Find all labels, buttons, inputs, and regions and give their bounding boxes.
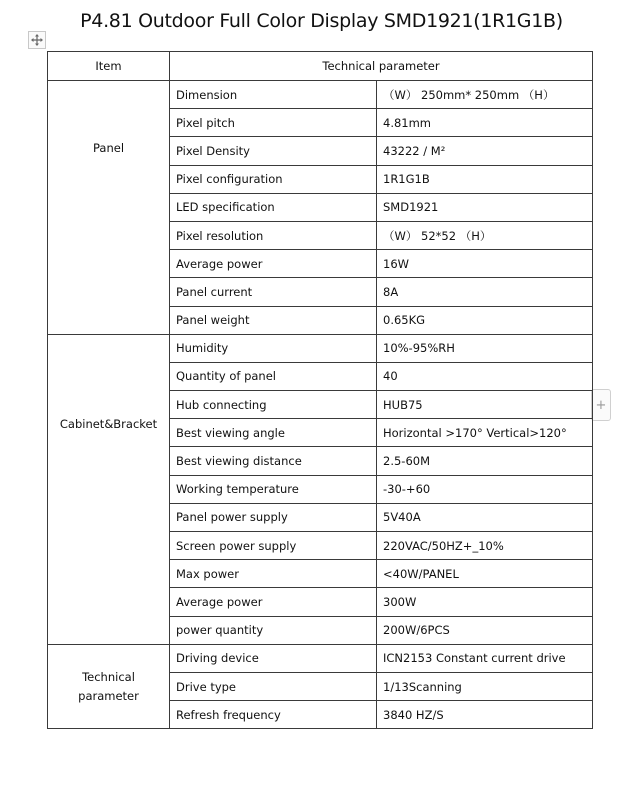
document-title: P4.81 Outdoor Full Color Display SMD1921(1R1G1B)	[80, 10, 563, 32]
param-name: Max power	[170, 560, 377, 588]
param-value: （W） 250mm* 250mm （H）	[377, 81, 593, 109]
param-value: 220VAC/50HZ+_10%	[377, 532, 593, 560]
param-name: Humidity	[170, 334, 377, 362]
param-value: 43222 / M²	[377, 137, 593, 165]
param-name: Best viewing angle	[170, 419, 377, 447]
param-value: 4.81mm	[377, 109, 593, 137]
param-name: Panel weight	[170, 306, 377, 334]
group-technical-line1: Technical	[82, 669, 135, 684]
param-name: LED specification	[170, 193, 377, 221]
param-name: Panel current	[170, 278, 377, 306]
param-value: 8A	[377, 278, 593, 306]
param-value: 2.5-60M	[377, 447, 593, 475]
param-name: Pixel resolution	[170, 221, 377, 249]
param-value: 10%-95%RH	[377, 334, 593, 362]
param-name: Screen power supply	[170, 532, 377, 560]
param-value: （W） 52*52 （H）	[377, 221, 593, 249]
group-panel: Panel	[48, 81, 170, 335]
header-item: Item	[48, 52, 170, 81]
param-name: Pixel Density	[170, 137, 377, 165]
param-name: Pixel configuration	[170, 165, 377, 193]
spec-table	[47, 51, 593, 729]
param-value: 16W	[377, 250, 593, 278]
param-value: 200W/6PCS	[377, 616, 593, 644]
param-value: SMD1921	[377, 193, 593, 221]
table-header-row	[48, 52, 593, 81]
table-row	[48, 644, 593, 672]
table-row	[48, 334, 593, 362]
param-name: Working temperature	[170, 475, 377, 503]
param-name: Average power	[170, 250, 377, 278]
param-value: 0.65KG	[377, 306, 593, 334]
param-value: 1R1G1B	[377, 165, 593, 193]
table-row	[48, 81, 593, 109]
param-name: power quantity	[170, 616, 377, 644]
param-value: 1/13Scanning	[377, 672, 593, 700]
param-name: Quantity of panel	[170, 362, 377, 390]
param-name: Panel power supply	[170, 503, 377, 531]
param-value: 40	[377, 362, 593, 390]
header-parameter: Technical parameter	[170, 52, 593, 81]
param-name: Drive type	[170, 672, 377, 700]
param-name: Hub connecting	[170, 391, 377, 419]
param-name: Best viewing distance	[170, 447, 377, 475]
group-technical	[48, 644, 170, 729]
param-value: ICN2153 Constant current drive	[377, 644, 593, 672]
param-name: Dimension	[170, 81, 377, 109]
param-name: Pixel pitch	[170, 109, 377, 137]
param-value: 300W	[377, 588, 593, 616]
param-name: Driving device	[170, 644, 377, 672]
param-value: 3840 HZ/S	[377, 701, 593, 729]
param-value: 5V40A	[377, 503, 593, 531]
param-value: Horizontal >170° Vertical>120°	[377, 419, 593, 447]
group-technical-line2: parameter	[78, 688, 139, 703]
move-icon	[30, 33, 44, 47]
param-value: -30-+60	[377, 475, 593, 503]
param-name: Average power	[170, 588, 377, 616]
table-move-handle[interactable]	[28, 31, 46, 49]
group-cabinet: Cabinet&Bracket	[48, 334, 170, 644]
param-value: HUB75	[377, 391, 593, 419]
plus-icon: +	[595, 397, 607, 413]
param-name: Refresh frequency	[170, 701, 377, 729]
add-column-button[interactable]	[591, 389, 611, 421]
param-value: <40W/PANEL	[377, 560, 593, 588]
